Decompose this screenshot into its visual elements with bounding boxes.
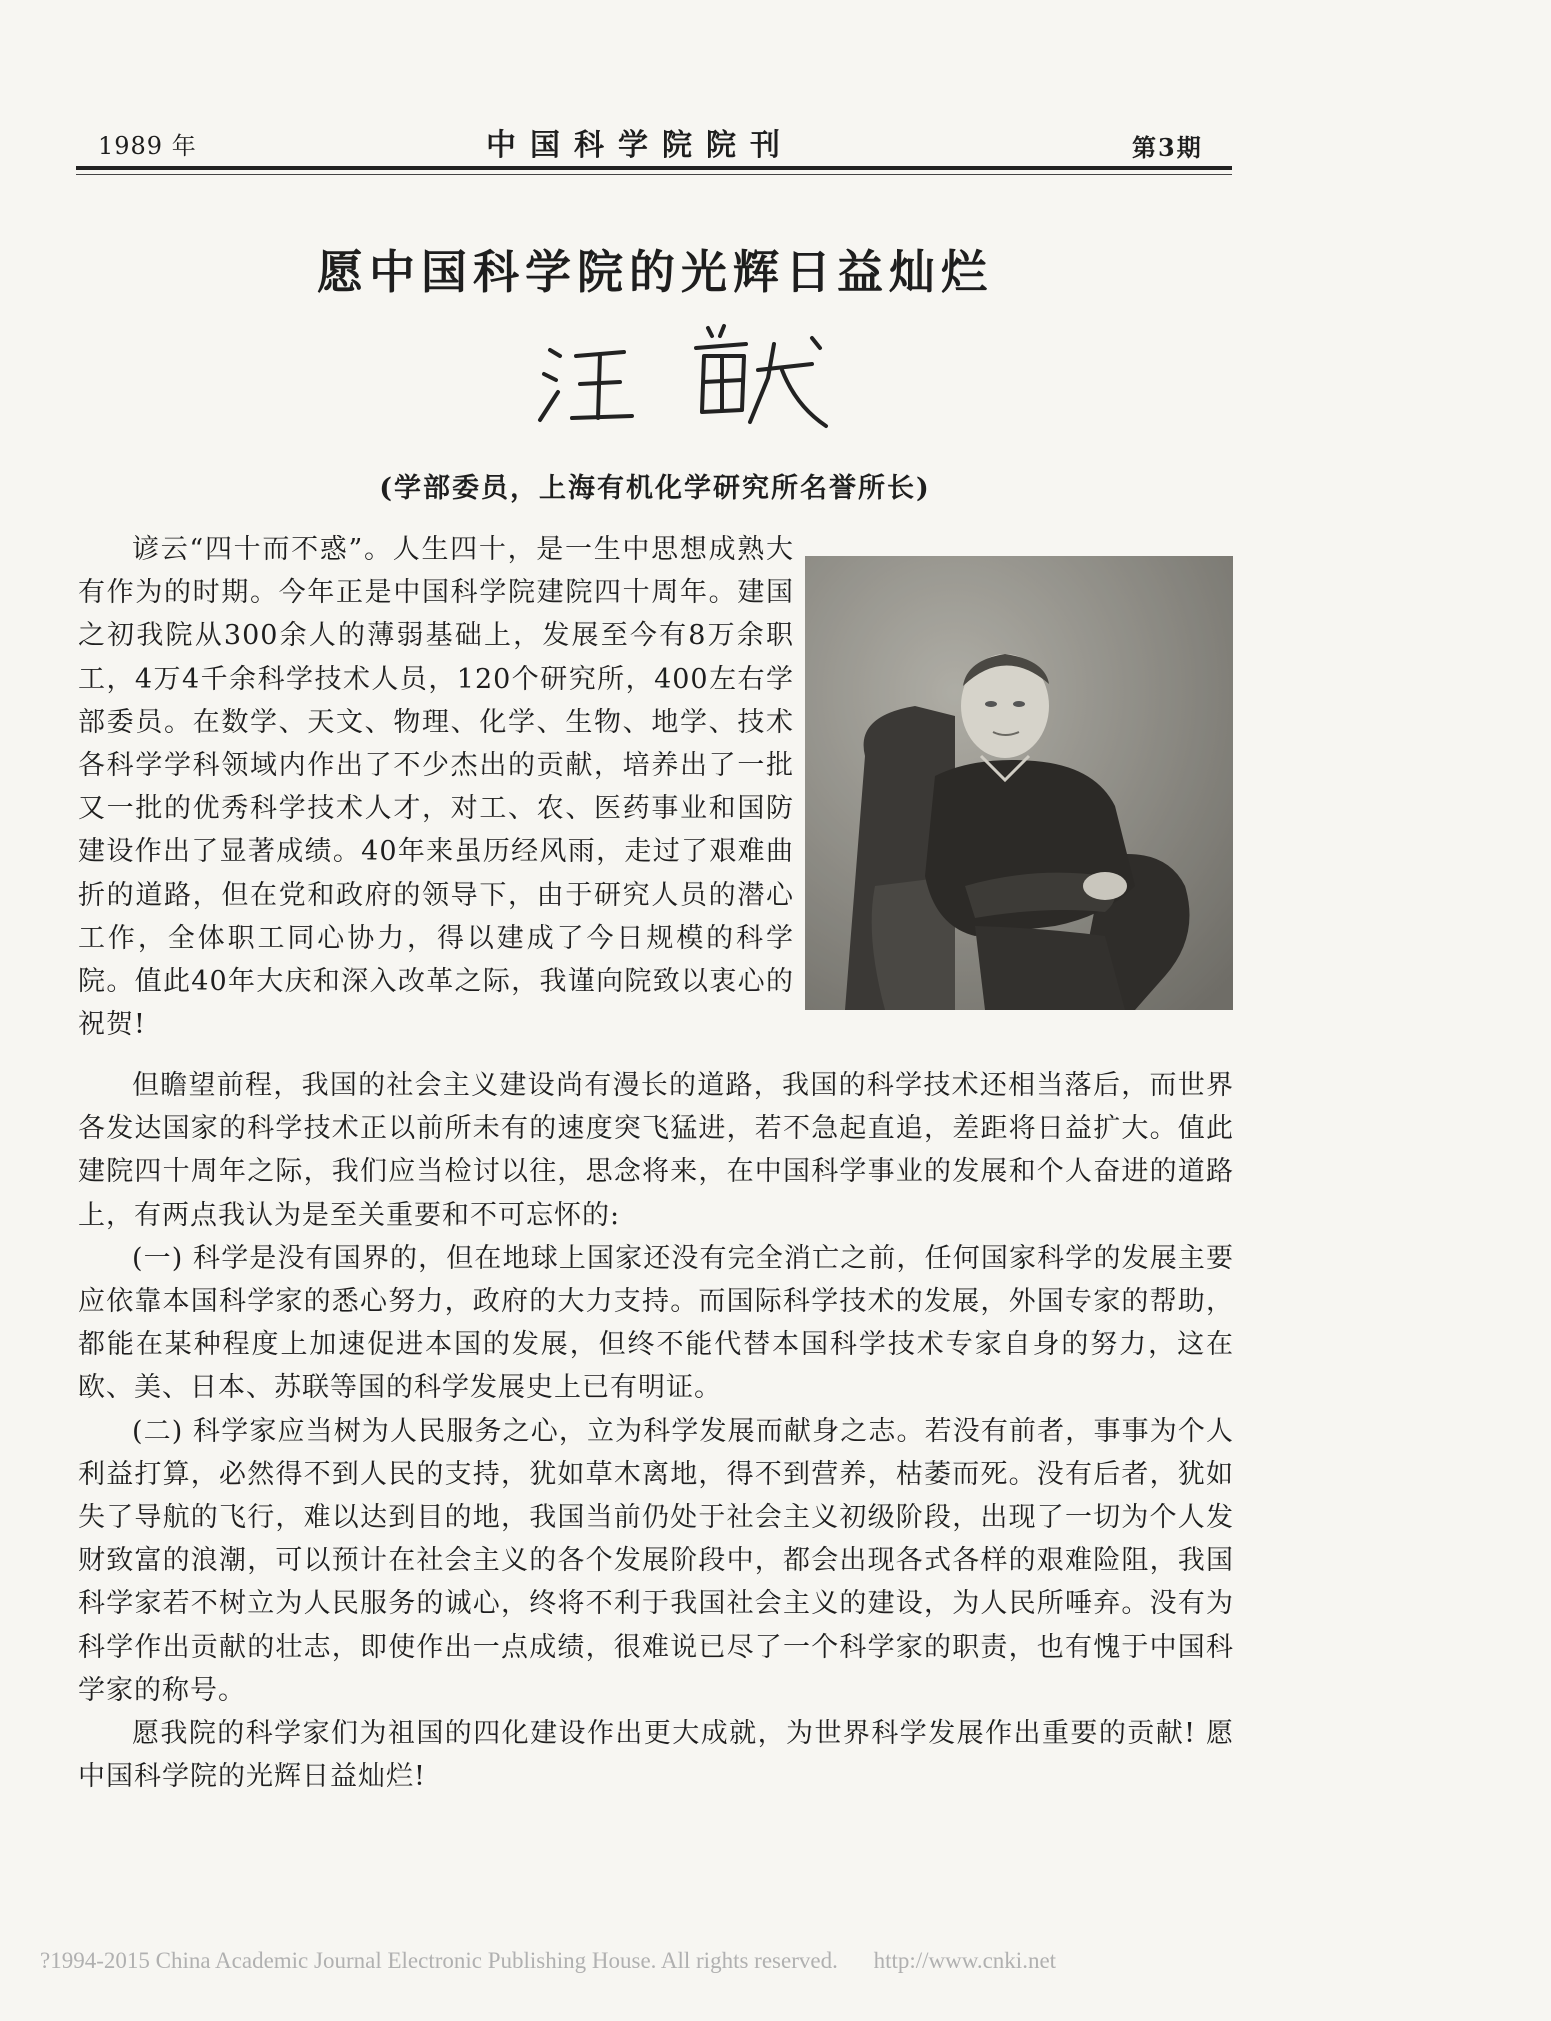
author-photo	[805, 556, 1233, 1010]
header-rule	[76, 166, 1232, 170]
header-rule-thin	[76, 174, 1232, 175]
body-paragraph-4: 愿我院的科学家们为祖国的四化建设作出更大成就，为世界科学发展作出重要的贡献! 愿中国科学院的光辉日益灿烂!	[78, 1718, 1234, 1793]
author-signature	[520, 322, 840, 432]
footer-url[interactable]: http://www.cnki.net	[873, 1948, 1057, 1973]
article-body	[78, 1064, 1234, 1798]
footer-copyright: ?1994-2015 China Academic Journal Electronic Publishing House. All rights reserved.	[40, 1948, 838, 1973]
handwritten-signature-icon	[520, 322, 840, 432]
body-paragraph-3: (二) 科学家应当树为人民服务之心，立为科学发展而献身之志。若没有前者，事事为个人利益打算，必然得不到人民的支持，犹如草木离地，得不到营养，枯萎而死。没有后者，犹如失了导航的飞行，难以达到目的地，我国当前仍处于社会主义初级阶段，出现了一切为个人发财致富的浪潮，可以预计在社会主义的各个发展阶段中，都会出现各式各样的艰难险阻，我国科学家若不树立为人民服务的诚心，终将不利于我国社会主义的建设，为人民所唾弃。没有为科学作出贡献的壮志，即使作出一点成绩，很难说已尽了一个科学家的职责，也有愧于中国科学家的称号。	[78, 1415, 1234, 1706]
header-year: 1989 年	[98, 132, 197, 160]
body-paragraph-2: (一) 科学是没有国界的，但在地球上国家还没有完全消亡之前，任何国家科学的发展主要应依靠本国科学家的悉心努力，政府的大力支持。而国际科学技术的发展，外国专家的帮助，都能在某种程度上加速促进本国的发展，但终不能代替本国科学技术专家自身的努力，这在欧、美、日本、苏联等国的科学发展史上已有明证。	[78, 1242, 1234, 1404]
body-paragraph-1: 但瞻望前程，我国的社会主义建设尚有漫长的道路，我国的科学技术还相当落后，而世界各发达国家的科学技术正以前所未有的速度突飞猛进，若不急起直追，差距将日益扩大。值此建院四十周年之际，我们应当检讨以往，思念将来，在中国科学事业的发展和个人奋进的道路上，有两点我认为是至关重要和不可忘怀的:	[78, 1070, 1234, 1231]
intro-paragraph: 谚云“四十而不惑”。人生四十，是一生中思想成熟大有作为的时期。今年正是中国科学院建院四十周年。建国之初我院从300余人的薄弱基础上，发展至今有8万余职工，4万4千余科学技术人员，120个研究所，400左右学部委员。在数学、天文、物理、化学、生物、地学、技术各科学学科领域内作出了不少杰出的贡献，培养出了一批又一批的优秀科学技术人才，对工、农、医药事业和国防建设作出了显著成绩。40年来虽历经风雨，走过了艰难曲折的道路，但在党和政府的领导下，由于研究人员的潜心工作，全体职工同心协力，得以建成了今日规模的科学院。值此40年大庆和深入改革之际，我谨向院致以衷心的祝贺!	[78, 534, 794, 1041]
header-journal-name: 中国科学院院刊	[486, 128, 794, 163]
footer	[40, 1948, 1540, 1974]
portrait-photo-icon	[805, 556, 1233, 1010]
article-title: 愿中国科学院的光辉日益灿烂	[317, 245, 993, 299]
author-affiliation: (学部委员，上海有机化学研究所名誉所长)	[379, 473, 931, 504]
header-issue: 第3期	[1132, 133, 1203, 162]
